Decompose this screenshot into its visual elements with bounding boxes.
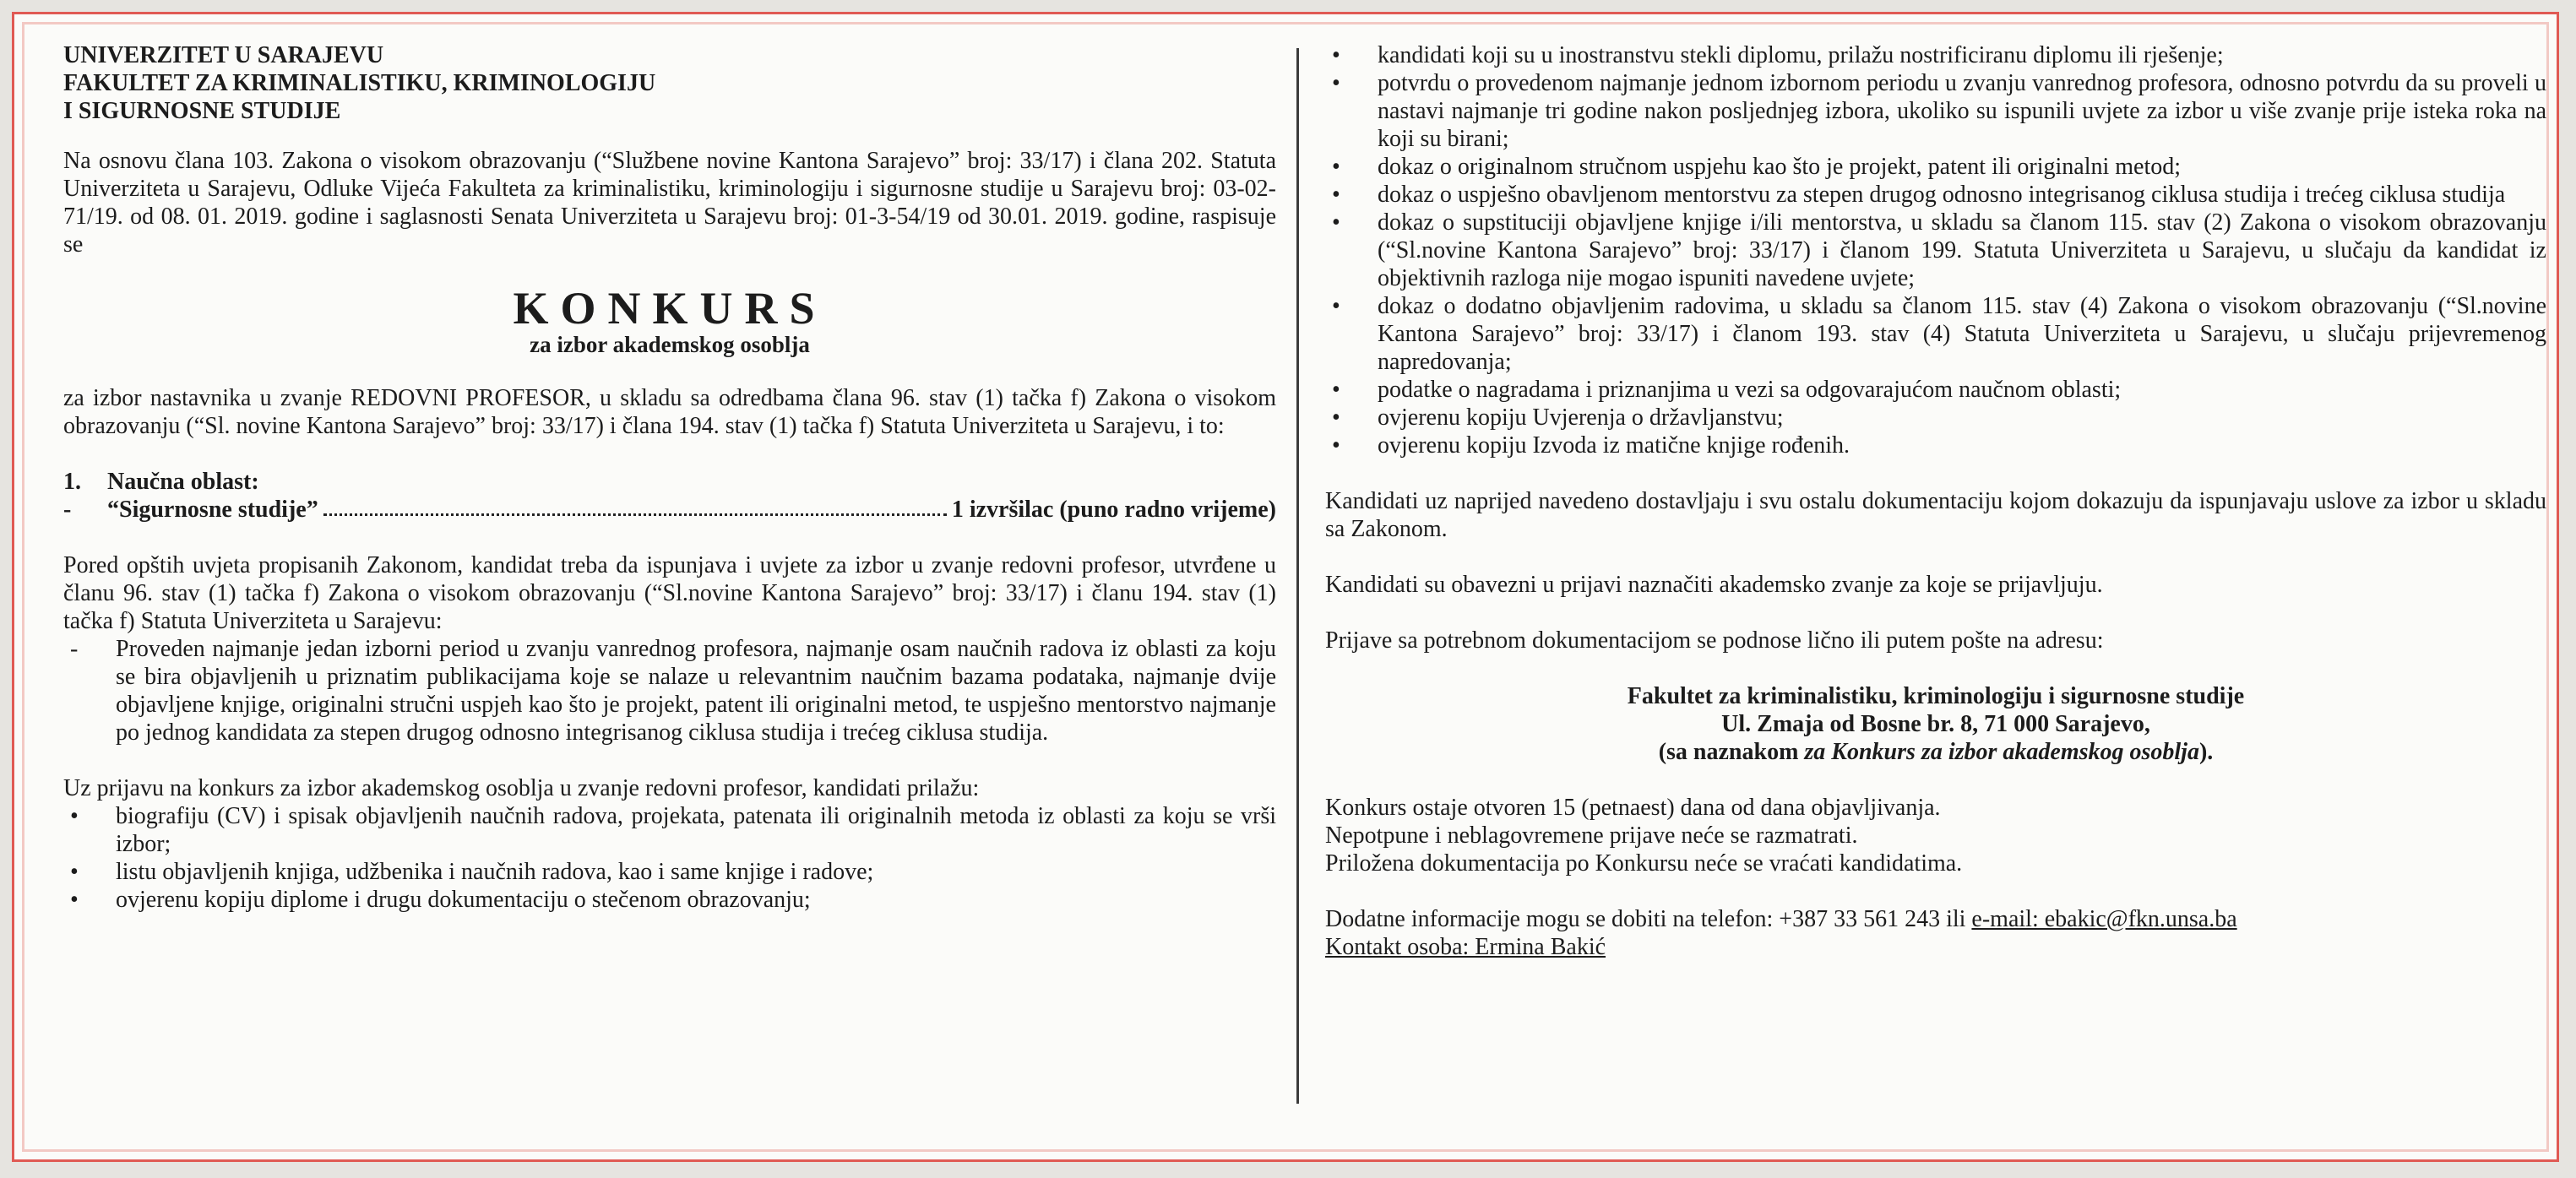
- position-count: 1 izvršilac (puno radno vrijeme): [951, 497, 1276, 523]
- address-block: [1325, 682, 2546, 766]
- list-item: • listu objavljenih knjiga, udžbenika i naučnih radova, kao i same knjige i radove;: [63, 858, 1276, 886]
- list-item: • podatke o nagradama i priznanjima u vezi sa odgovarajućom naučnom oblasti;: [1325, 376, 2546, 404]
- address-note: (sa naznakom za Konkurs za izbor akademskog osoblja).: [1658, 739, 2214, 765]
- docs-list-right: [1325, 41, 2546, 459]
- institution-line-1: UNIVERZITET U SARAJEVU: [63, 42, 384, 68]
- position-row: [63, 496, 1276, 524]
- institution-line-3: I SIGURNOSNE STUDIJE: [63, 98, 341, 124]
- extra-docs-paragraph: Kandidati uz naprijed navedeno dostavljaju i svu ostalu dokumentaciju kojom dokazuju da ispunjavaju uslove za izbor u skladu sa Zakonom.: [1325, 488, 2546, 542]
- contact-person: Kontakt osoba: Ermina Bakić: [1325, 934, 1606, 960]
- list-item: • dokaz o uspješno obavljenom mentorstvu za stepen drugog odnosno integrisanog ciklusa studija i trećeg ciklusa studija: [1325, 181, 2546, 209]
- right-column: [1325, 41, 2546, 961]
- list-item: • dokaz o originalnom stručnom uspjehu kao što je projekt, patent ili originalni metod;: [1325, 153, 2546, 181]
- institution-line-2: FAKULTET ZA KRIMINALISTIKU, KRIMINOLOGIJU: [63, 70, 656, 96]
- docs-list-left: [63, 802, 1276, 914]
- page-subtitle: za izbor akademskog osoblja: [530, 332, 810, 357]
- list-item: • potvrdu o provedenom najmanje jednom izbornom periodu u zvanju vanrednog profesora, odnosno potvrdu da su proveli u nastavi najmanje tri godine nakon posljednjeg izbora, ukoliko su ispunili uvjete za izbor u više zvanje prije isteka roka na koji su birani;: [1325, 69, 2546, 153]
- obligation-paragraph: Kandidati su obavezni u prijavi naznačiti akademsko zvanje za koje se prijavljuju.: [1325, 572, 2103, 598]
- condition-item-text: Proveden najmanje jedan izborni period u zvanju vanrednog profesora, najmanje osam naučnih radova iz oblasti za koju se bira objavljenih u priznatim publikacijama koje se nalaze u relevantnim naučnim bazama podataka, najmanje dvije objavljene knjige, originalni stručni uspjeh kao što je projekt, patent ili originalni metod, te uspješno mentorstvo najmanje po jednog kandidata za stepen drugog odnosno integrisanog ciklusa studija i trećeg ciklusa studija.: [116, 636, 1276, 746]
- area-label: Naučna oblast:: [107, 469, 259, 495]
- job-advertisement: [12, 12, 2559, 1162]
- returned-note: Priložena dokumentacija po Konkursu neće se vraćati kandidatima.: [1325, 850, 1963, 877]
- submit-paragraph: Prijave sa potrebnom dokumentacijom se podnose lično ili putem pošte na adresu:: [1325, 627, 2104, 654]
- page-title: KONKURS: [513, 283, 827, 334]
- info-line: Dodatne informacije mogu se dobiti na telefon: +387 33 561 243 ili e-mail: ebakic@fkn.unsa.ba: [1325, 906, 2237, 932]
- position-name: “Sigurnosne studije”: [107, 497, 318, 523]
- email-link[interactable]: e-mail: ebakic@fkn.unsa.ba: [1971, 906, 2237, 932]
- title-block: [63, 284, 1276, 356]
- list-item: • ovjerenu kopiju Uvjerenja o državljanstvu;: [1325, 404, 2546, 432]
- intro-paragraph: Na osnovu člana 103. Zakona o visokom obrazovanju (“Službene novine Kantona Sarajevo” broj: 33/17) i člana 202. Statuta Univerziteta u Sarajevu, Odluke Vijeća Fakulteta za kriminalistiku, kriminologiju i sigurnosne studije u Sarajevu broj: 03-02-71/19. od 08. 01. 2019. godine i saglasnosti Senata Univerziteta u Sarajevu broj: 01-3-54/19 od 30.01. 2019. godine, raspisuje se: [63, 148, 1276, 258]
- docs-intro: Uz prijavu na konkurs za izbor akademskog osoblja u zvanje redovni profesor, kandidati prilažu:: [63, 775, 980, 801]
- position-dash: -: [63, 497, 72, 523]
- list-item: • ovjerenu kopiju Izvoda iz matične knjige rođenih.: [1325, 432, 2546, 459]
- address-name: Fakultet za kriminalistiku, kriminologiju i sigurnosne studije: [1627, 683, 2245, 709]
- condition-item: - Proveden najmanje jedan izborni period u zvanju vanrednog profesora, najmanje osam naučnih radova iz oblasti za koju se bira objavljenih u priznatim publikacijama koje se nalaze u relevantnim naučnim bazama podataka, najmanje dvije objavljene knjige, originalni stručni uspjeh kao što je projekt, patent ili originalni metod, te uspješno mentorstvo najmanje po jednog kandidata za stepen drugog odnosno integrisanog ciklusa studija i trećeg ciklusa studija.: [70, 636, 1276, 746]
- left-column: [63, 41, 1276, 914]
- list-item: • dokaz o supstituciji objavljene knjige i/ili mentorstva, u skladu sa članom 115. stav (2) Zakona o visokom obrazovanju (“Sl.novine Kantona Sarajevo” broj: 33/17) i članom 199. Statuta Univerziteta u Sarajevu, u slučaju da kandidat iz objektivnih razloga nije mogao ispuniti navedene uvjete;: [1325, 209, 2546, 292]
- list-item: • dokaz o dodatno objavljenim radovima, u skladu sa članom 115. stav (4) Zakona o visokom obrazovanju (“Sl.novine Kantona Sarajevo” broj: 33/17) i članom 193. stav (4) Statuta Univerziteta u Sarajevu, u slučaju prijevremenog napredovanja;: [1325, 292, 2546, 376]
- call-paragraph: za izbor nastavnika u zvanje REDOVNI PROFESOR, u skladu sa odredbama člana 96. stav (1) tačka f) Zakona o visokom obrazovanju (“Sl. novine Kantona Sarajevo” broj: 33/17) i člana 194. stav (1) tačka f) Statuta Univerziteta u Sarajevu, i to:: [63, 385, 1276, 439]
- column-divider: [1296, 48, 1299, 1104]
- address-street: Ul. Zmaja od Bosne br. 8, 71 000 Sarajevo,: [1721, 711, 2150, 737]
- conditions-paragraph: Pored opštih uvjeta propisanih Zakonom, kandidat treba da ispunjava i uvjete za izbor u zvanje redovni profesor, utvrđene u članu 96. stav (1) tačka f) Zakona o visokom obrazovanju (“Sl.novine Kantona Sarajevo” broj: 33/17) i članu 194. stav (1) tačka f) Statuta Univerziteta u Sarajevu:: [63, 552, 1276, 634]
- dot-leader: [323, 496, 947, 516]
- open-period: Konkurs ostaje otvoren 15 (petnaest) dana od dana objavljivanja.: [1325, 795, 1941, 821]
- incomplete-note: Nepotpune i neblagovremene prijave neće se razmatrati.: [1325, 822, 1858, 849]
- list-item: • kandidati koji su u inostranstvu stekli diplomu, prilažu nostrificiranu diplomu ili rješenje;: [1325, 41, 2546, 69]
- scientific-area: [63, 468, 1276, 496]
- address-note-italic: za Konkurs za izbor akademskog osoblja: [1804, 739, 2199, 765]
- area-number: 1.: [63, 469, 81, 495]
- list-item: • ovjerenu kopiju diplome i drugu dokumentaciju o stečenom obrazovanju;: [63, 886, 1276, 914]
- list-item: • biografiju (CV) i spisak objavljenih naučnih radova, projekata, patenata ili originalnih metoda iz oblasti za koju se vrši izbor;: [63, 802, 1276, 858]
